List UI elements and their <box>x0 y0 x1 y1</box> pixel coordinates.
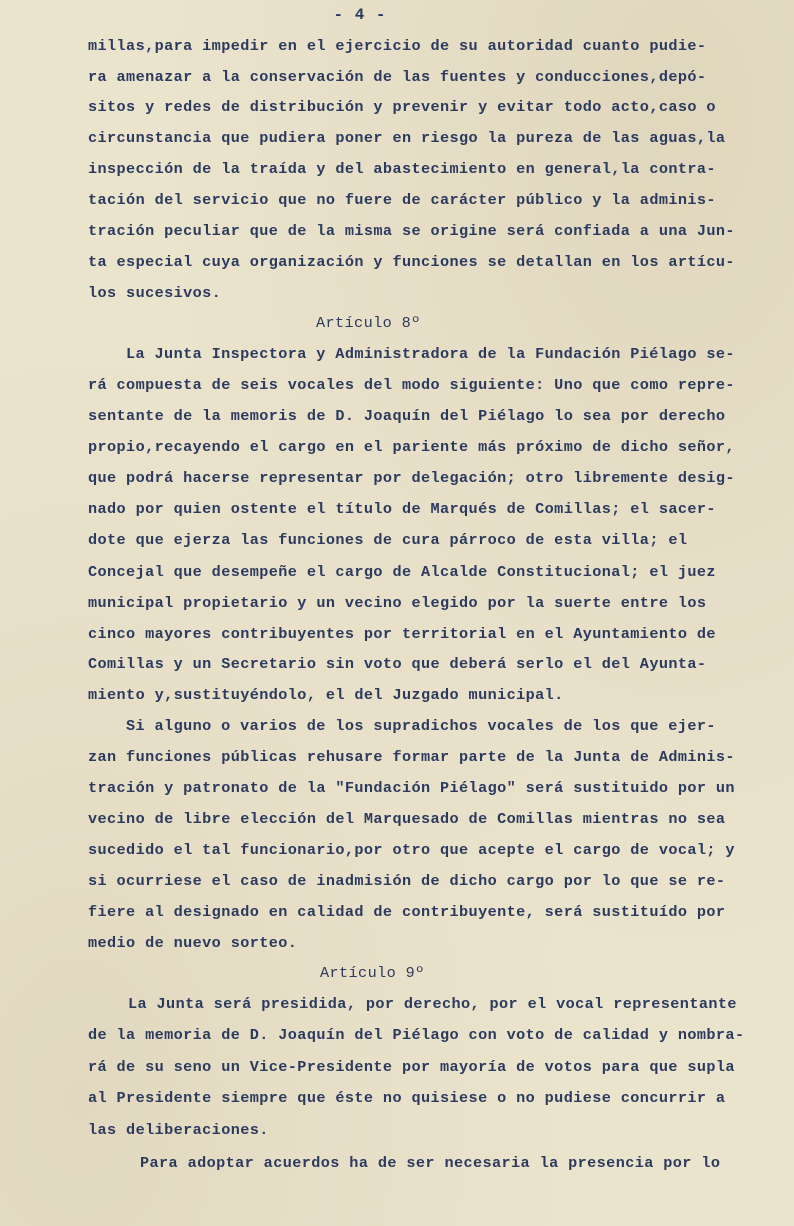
text-line: Concejal que desempeñe el cargo de Alcalde Constitucional; el juez <box>88 563 716 581</box>
text-line: propio,recayendo el cargo en el pariente más próximo de dicho señor, <box>88 438 735 456</box>
text-line: los sucesivos. <box>88 284 222 302</box>
text-line: cinco mayores contribuyentes por territorial en el Ayuntamiento de <box>88 625 716 643</box>
text-line: si ocurriese el caso de inadmisión de dicho cargo por lo que se re- <box>88 872 726 890</box>
page-number: - 4 - <box>333 6 387 24</box>
text-line: La Junta será presidida, por derecho, por el vocal representante <box>128 995 737 1013</box>
text-line: sentante de la memoris de D. Joaquín del Piélago lo sea por derecho <box>88 407 726 425</box>
text-line: La Junta Inspectora y Administradora de la Fundación Piélago se- <box>126 345 735 363</box>
text-line: tración peculiar que de la misma se origine será confiada a una Jun- <box>88 222 735 240</box>
text-line: inspección de la traída y del abastecimiento en general,la contra- <box>88 160 716 178</box>
text-line: las deliberaciones. <box>88 1121 269 1139</box>
text-line: circunstancia que pudiera poner en riesgo la pureza de las aguas,la <box>88 129 726 147</box>
text-line: de la memoria de D. Joaquín del Piélago con voto de calidad y nombra- <box>88 1026 745 1044</box>
text-line: rá compuesta de seis vocales del modo siguiente: Uno que como repre- <box>88 376 735 394</box>
text-line: municipal propietario y un vecino elegido por la suerte entre los <box>88 594 707 612</box>
text-line: tración y patronato de la "Fundación Piélago" será sustituido por un <box>88 779 735 797</box>
text-line: fiere al designado en calidad de contribuyente, será sustituído por <box>88 903 726 921</box>
text-line: sitos y redes de distribución y prevenir y evitar todo acto,caso o <box>88 98 716 116</box>
text-line: dote que ejerza las funciones de cura párroco de esta villa; el <box>88 531 688 549</box>
text-line: rá de su seno un Vice-Presidente por mayoría de votos para que supla <box>88 1058 735 1076</box>
text-line: Si alguno o varios de los supradichos vocales de los que ejer- <box>126 717 716 735</box>
text-line: que podrá hacerse representar por delegación; otro libremente desig- <box>88 469 735 487</box>
text-line: tación del servicio que no fuere de carácter público y la adminis- <box>88 191 716 209</box>
article-9-heading: Artículo 9º <box>320 964 425 982</box>
text-line: Comillas y un Secretario sin voto que deberá serlo el del Ayunta- <box>88 655 707 673</box>
text-line: Para adoptar acuerdos ha de ser necesaria la presencia por lo <box>140 1154 721 1172</box>
text-line: zan funciones públicas rehusare formar parte de la Junta de Adminis- <box>88 748 735 766</box>
text-line: sucedido el tal funcionario,por otro que acepte el cargo de vocal; y <box>88 841 735 859</box>
text-line: ta especial cuya organización y funciones se detallan en los artícu- <box>88 253 735 271</box>
text-line: nado por quien ostente el título de Marqués de Comillas; el sacer- <box>88 500 716 518</box>
text-line: al Presidente siempre que éste no quisiese o no pudiese concurrir a <box>88 1089 726 1107</box>
text-line: ra amenazar a la conservación de las fuentes y conducciones,depó- <box>88 68 707 86</box>
text-line: vecino de libre elección del Marquesado de Comillas mientras no sea <box>88 810 726 828</box>
text-line: medio de nuevo sorteo. <box>88 934 298 952</box>
text-line: millas,para impedir en el ejercicio de su autoridad cuanto pudie- <box>88 37 707 55</box>
article-8-heading: Artículo 8º <box>316 314 421 332</box>
text-line: miento y,sustituyéndolo, el del Juzgado municipal. <box>88 686 564 704</box>
